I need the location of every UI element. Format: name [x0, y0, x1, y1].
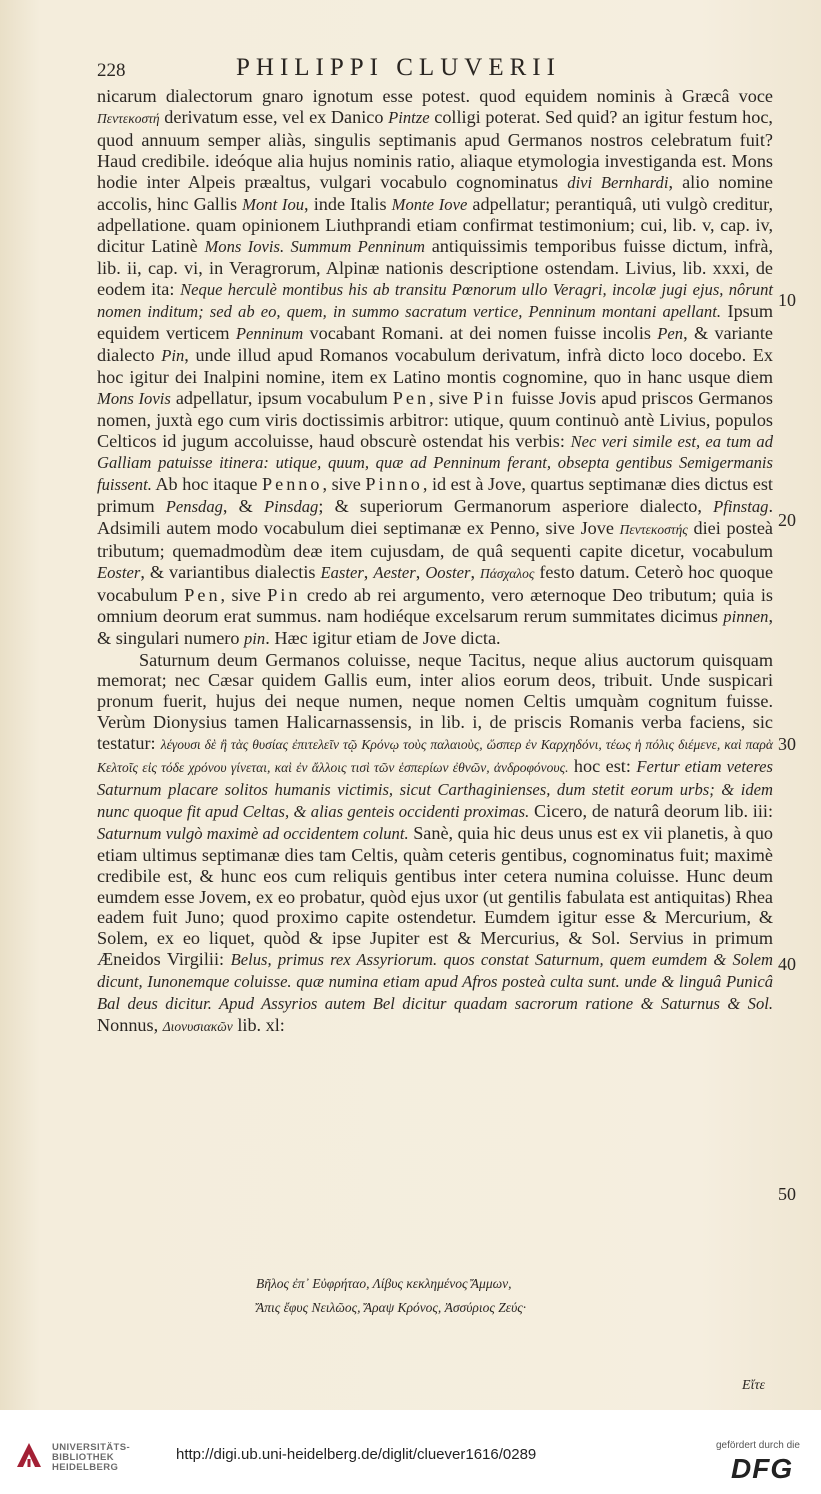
italic-span: Mons Iovis. Summum Penninum — [204, 237, 425, 257]
italic-span: pin — [244, 628, 266, 648]
text-span: , & variante dialecto — [97, 322, 774, 365]
funded-by-label: gefördert durch die — [716, 1440, 800, 1451]
italic-span: Pfinstag — [713, 497, 769, 517]
italic-span: Pinsdag — [263, 497, 319, 517]
library-logo-icon — [14, 1440, 44, 1470]
italic-span: Belus, primus rex Assyriorum. quos constat Saturnum, quem eumdem & Solem dicunt, Iunonemque coluisse. quæ numina etiam apud Afros posteà culta sunt. unde & linguâ Punicâ Bal deus dicitur. Apud Assyrios autem Bel dicitur quadam sacrorum ratione & Saturnus & Sol. — [97, 950, 773, 1014]
body-text — [97, 86, 773, 1038]
text-span: Nonnus, — [97, 1014, 163, 1035]
text-span: . Hæc igitur etiam de Jove dicta. — [265, 627, 501, 648]
italic-span: Mons Iovis — [97, 388, 171, 408]
italic-span: Pintze — [388, 107, 430, 127]
text-span: Sanè, quia hic deus unus est ex vii planetis, à quo etiam ultimus septimanæ dies tam Celtis, quàm ceteris gentibus, cognominatus fuit; maximè credibile est, & hunc eos cum reliquis gentibus inter cetera numina coluisse. Hunc deum eumdem esse Jovem, ex eo probatur, quòd ejus uxor (ut gentilis fabulata est antiquitas) Rhea eadem fuit Juno; quod proximo capite ostendetur. Eumdem igitur esse & Mercurium, & Solem, ex eo liquet, quòd & ipse Jupiter est & Mercurius, & Sol. Servius in primum Æneidos Virgilii: — [97, 822, 774, 970]
greek-span: Πεντεκοστή — [97, 110, 160, 126]
paragraph — [97, 650, 773, 1038]
line-number: 30 — [778, 734, 796, 754]
permalink[interactable]: http://digi.ub.uni-heidelberg.de/diglit/cluever1616/0289 — [176, 1446, 537, 1463]
italic-span: Easter — [320, 562, 364, 582]
library-name: UNIVERSITÄTS- BIBLIOTHEK HEIDELBERG — [52, 1442, 131, 1473]
italic-span: Pin — [161, 345, 185, 365]
greek-span: Πεντεκοστής — [619, 522, 688, 538]
greek-span: Διονυσιακῶν — [162, 1018, 233, 1034]
text-span: festo datum. Ceterò hoc quoque vocabulum — [97, 561, 774, 605]
text-span: , id est à Jove, quartus septimanæ dies dictus est primum — [97, 474, 773, 517]
italic-span: Saturnum vulgò maximè ad occidentem colunt. — [97, 823, 409, 843]
smallcaps-span: Pin — [267, 584, 301, 605]
text-span: adpellatur, ipsum vocabulum — [170, 387, 393, 408]
text-span: , sive — [429, 387, 474, 408]
text-span: , & — [222, 496, 264, 517]
line-number: 20 — [778, 510, 796, 530]
text-span: adpellatur; perantiquâ, uti vulgò creditur, adpellatione. quam opinionem Liuthprandi etiam confirmat testimonium; cui, lib. v, cap. iv, dicitur Latinè — [97, 193, 773, 257]
text-span: . Adsimili autem modo vocabulum diei septimanæ ex Penno, sive Jove — [97, 496, 773, 539]
italic-span: Eoster — [97, 562, 141, 582]
verse-line: Βῆλος ἐπ᾽ Εὐφρήταο, Λίβυς κεκλημένος Ἄμμων, — [256, 1276, 512, 1291]
catchword: Εἴτε — [742, 1378, 765, 1393]
smallcaps-span: Pen — [184, 584, 221, 605]
text-span: lib. xl: — [232, 1014, 285, 1035]
paragraph — [97, 86, 773, 650]
footer-bar — [0, 1410, 821, 1494]
greek-span: λέγουσι δὲ ἢ τὰς θυσίας ἐπιτελεῖν τῷ Κρόνῳ τοὺς παλαιοὺς, ὥσπερ ἐν Καρχηδόνι, τέως ἡ πόλις διέμενε, καὶ παρὰ Κελτοῖς εἰς τόδε χρόνου γίνεται, καὶ ἐν ἄλλοις τισὶ τῶν ἑσπερίων ἐθνῶν, ἀνδροφόνους. — [97, 737, 773, 776]
text-span: , & singulari numero — [97, 605, 773, 648]
italic-span: Ooster — [425, 562, 471, 582]
italic-span: pinnen — [723, 606, 769, 626]
verse-line: Ἄπις ἔφυς Νειλῶος, Ἄραψ Κρόνος, Ἀσσύριος Ζεύς· — [256, 1300, 527, 1315]
italic-span: Neque herculè montibus his ab transitu Pœnorum ullo Veragri, incolæ jugi ejus, nôrunt nomen inditum; sed ab eo, quem, in summo sacratum vertice, Penninum montani apellant. — [97, 280, 774, 322]
text-span: , unde illud apud Romanos vocabulum derivatum, infrà dicto loco docebo. Ex hoc igitur dei Inalpini nomine, item ex Latino montis cognomine, quo in hanc usque diem — [97, 344, 773, 387]
text-span: , inde Italis — [304, 193, 392, 214]
text-span: , — [470, 561, 481, 582]
page-number: 228 — [97, 60, 126, 81]
italic-span: Monte Iove — [391, 194, 468, 214]
text-span: Ab hoc itaque — [151, 474, 262, 495]
italic-span: Pensdag — [165, 497, 223, 517]
text-span: antiquissimis temporibus fuisse dictum, infrà, lib. ii, cap. vi, in Veragrorum, Alpinæ nationis descriptione ostendam. Livius, lib. xxxi, de eodem ita: — [97, 236, 773, 300]
page-header — [0, 54, 821, 84]
smallcaps-span: Penno — [262, 474, 323, 495]
text-span: Saturnum deum Germanos coluisse, neque Tacitus, neque alius auctorum quisquam memorat; nec Cæsar quidem Gallis eum, inter alios eorum deos, tribuit. Unde suspicari pronum fuerit, hujus dei neque numen, neque nomen Celtis umquàm cognitum fuisse. Verùm Dionysius tamen Halicarnassensis, in lib. i, de priscis Romanis verba faciens, sic testatur: — [97, 649, 773, 754]
text-span: derivatum esse, vel ex Danico — [159, 106, 389, 127]
greek-span: Πάσχαλος — [480, 565, 535, 581]
text-span: Cicero, de naturâ deorum lib. iii: — [529, 800, 773, 821]
text-span: ; & superiorum Germanorum asperiore dialecto, — [318, 496, 714, 517]
text-span: Ipsum equidem verticem — [97, 301, 773, 343]
italic-span: Fertur etiam veteres Saturnum placare solitos humanis victimis, sicut Carthaginienses, dum stetit eorum urbs; & idem nunc quoque fit apud Celtas, & alias genteis occidenti proximas. — [97, 757, 773, 821]
italic-span: Nec veri simile est, ea tum ad Galliam patuisse itinera: utique, quum, quæ ad Penninum ferant, obsepta gentibus Semigermanis fuissent. — [97, 431, 773, 495]
text-span: credo ab rei argumento, vero æternoque Deo tributum; quia is omnium deorum erat summus. nam hodiéque excelsarum rerum summitates dicimus — [97, 584, 773, 626]
smallcaps-span: Pen — [392, 387, 430, 408]
text-span: , — [363, 561, 374, 582]
running-title: PHILIPPI CLUVERII — [236, 54, 561, 81]
italic-span: Mont Iou — [242, 194, 305, 214]
italic-span: Penninum — [235, 323, 304, 343]
text-span: colligi poterat. Sed quid? an igitur festum hoc, quod annuum semper aliàs, singulis septimanis apud Germanos nostros celebratum fuit? Haud credibile. ideóque alia hujus nominis ratio, aliaque etymologia investiganda est. Mons hodie inter Alpeis præaltus, vulgari vocabulo cognominatus — [97, 106, 773, 192]
italic-span: Aester — [373, 562, 416, 582]
text-span: , sive — [322, 474, 366, 495]
italic-span: divi Bernhardi — [567, 172, 669, 192]
dfg-logo[interactable]: DFG — [731, 1453, 794, 1484]
line-number: 10 — [778, 290, 796, 310]
text-span: nicarum dialectorum gnaro ignotum esse potest. quod equidem nominis à Græcâ voce — [97, 86, 773, 106]
text-span: fuisse Jovis apud priscos Germanos nomen, juxtà ego cum viris doctissimis arbitror: utique, quum continuò antè Livius, populos Celticos id jugum accoluisse, haud obscurè ostendat his verbis: — [97, 387, 773, 451]
text-span: , alio nomine accolis, hinc Gallis — [97, 171, 774, 214]
line-number: 40 — [778, 954, 796, 974]
text-span: , sive — [220, 584, 268, 605]
text-span: diei posteà tributum; quemadmodùm deæ item cujusdam, de quâ sequenti capite dicetur, vocabulum — [97, 518, 773, 562]
line-number: 50 — [778, 1184, 796, 1204]
text-span: , & variantibus dialectis — [140, 561, 321, 582]
smallcaps-span: Pinno — [365, 474, 423, 495]
text-span: hoc est: — [568, 756, 637, 777]
smallcaps-span: Pin — [473, 387, 507, 408]
text-span: , — [415, 561, 426, 582]
text-span: vocabant Romani. at dei nomen fuisse incolis — [303, 322, 658, 343]
italic-span: Pen — [657, 323, 684, 343]
